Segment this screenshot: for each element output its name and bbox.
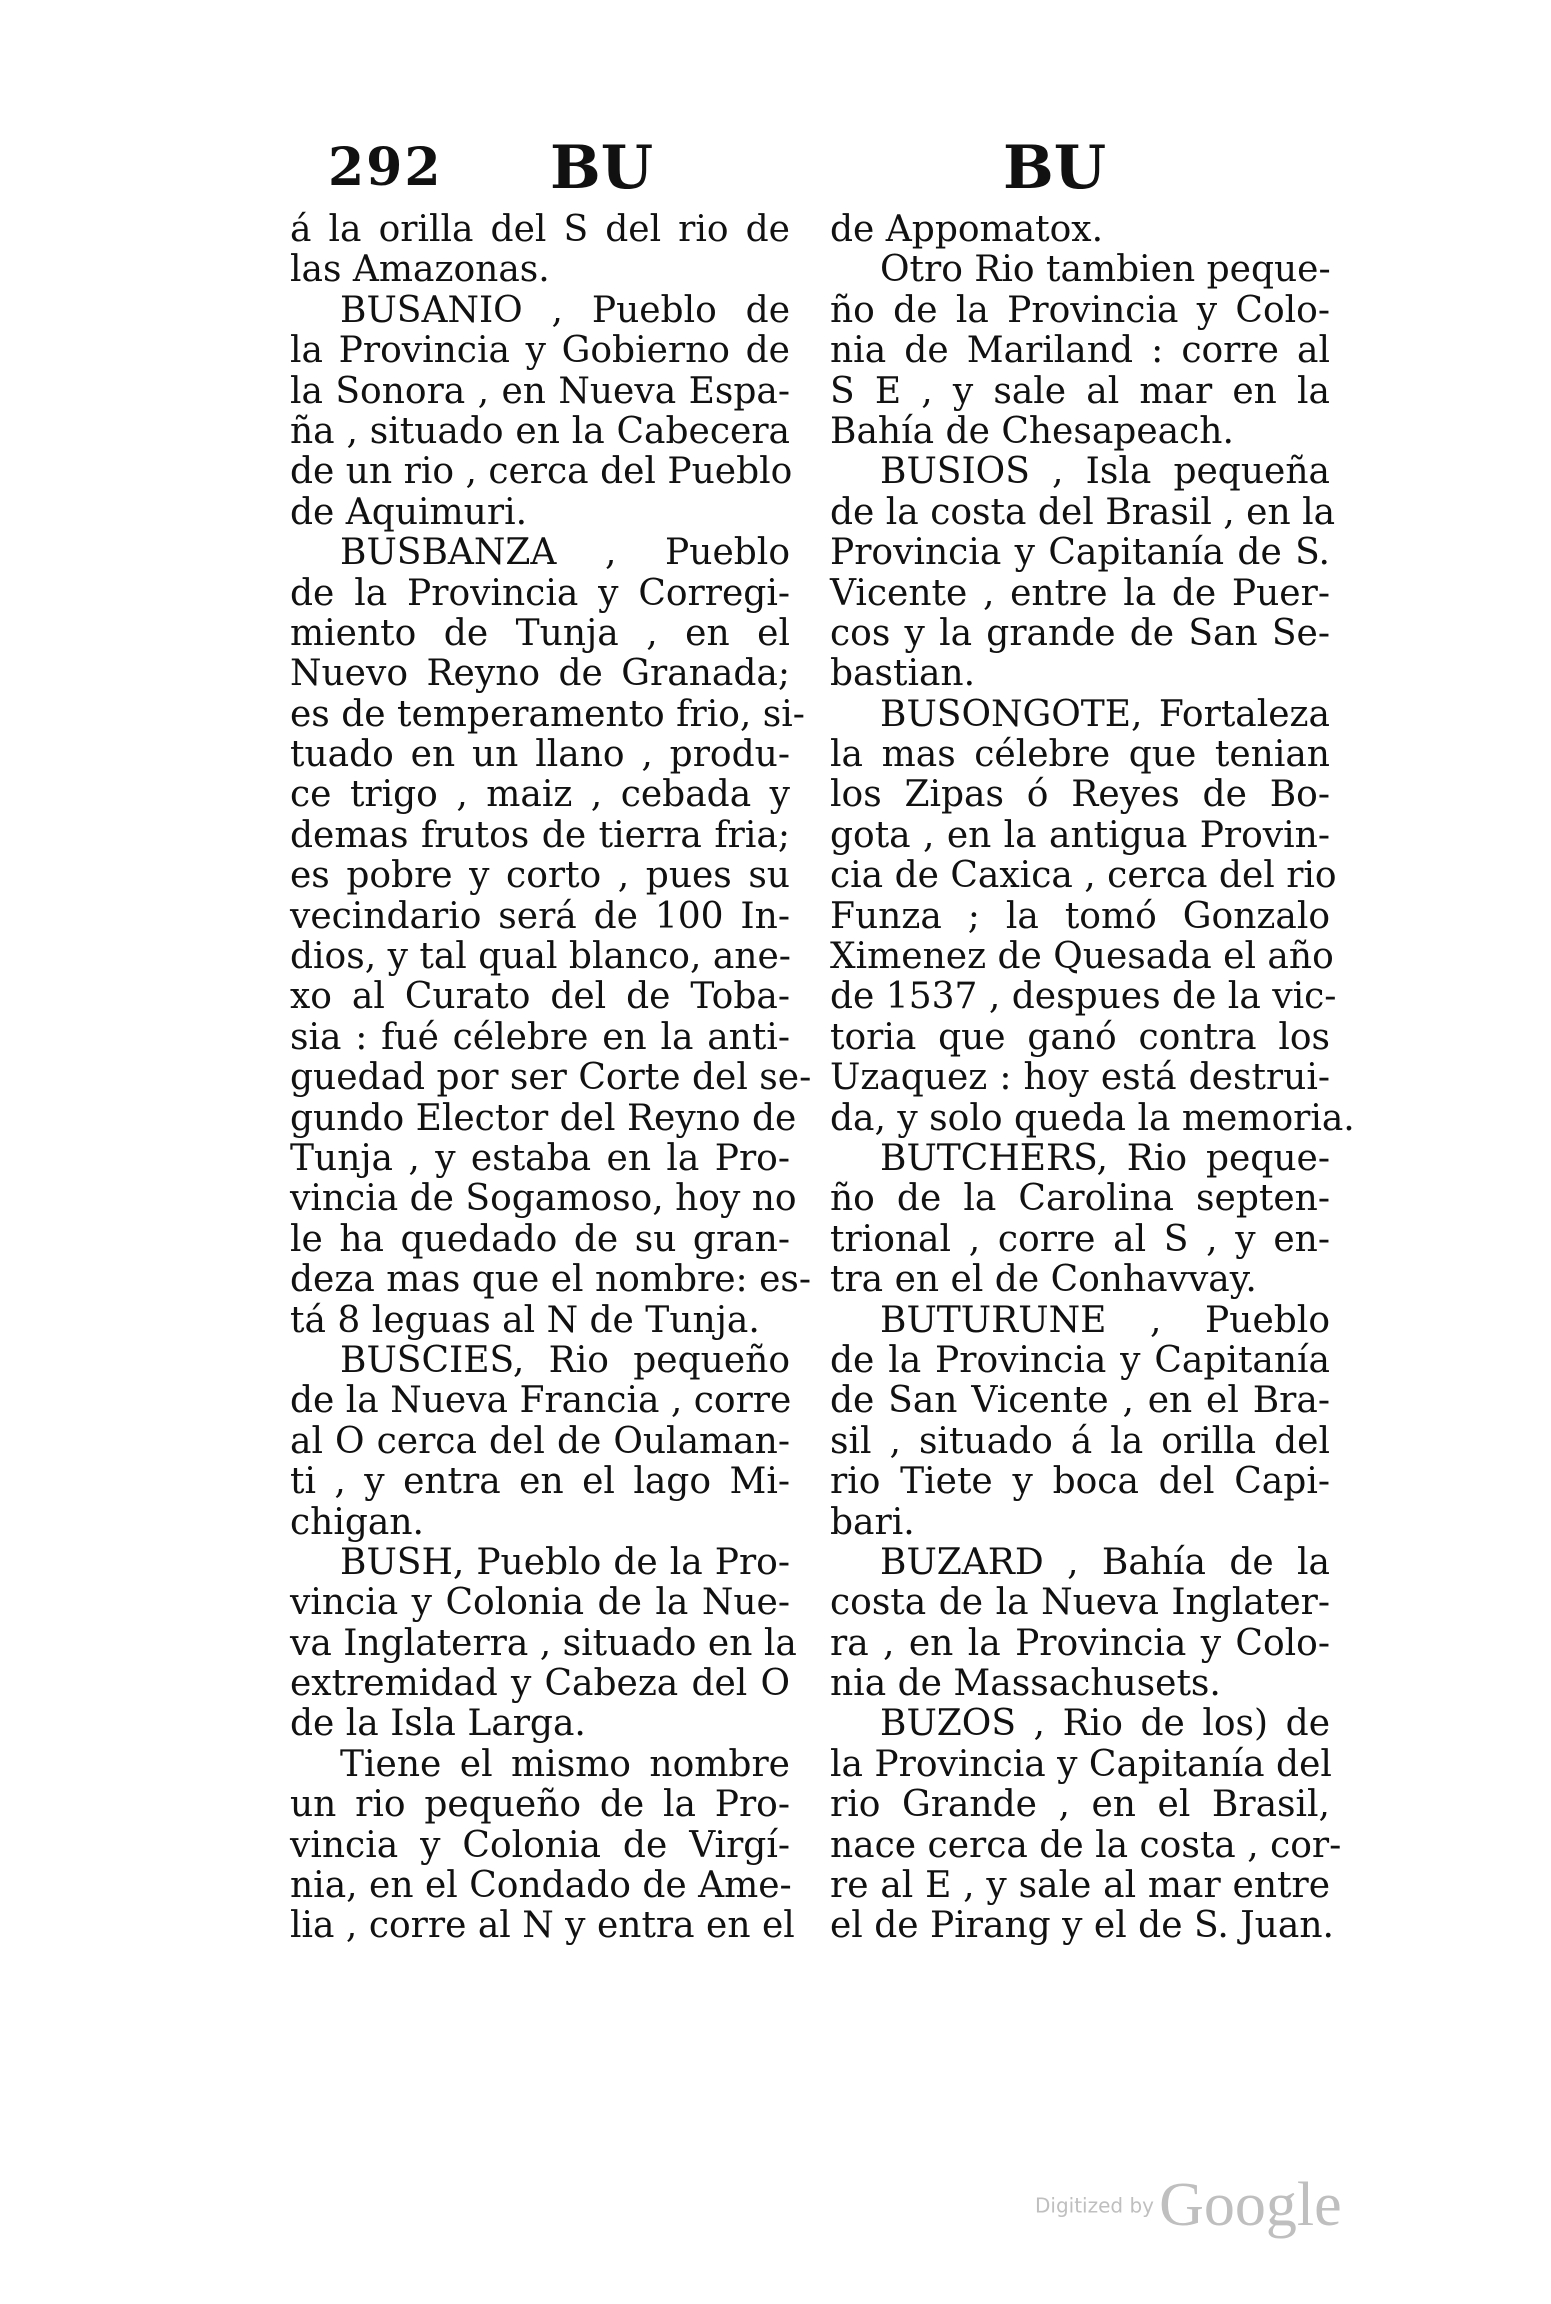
text-line: de la Isla Larga. (290, 1703, 586, 1745)
text-line: vincia de Sogamoso, hoy no (290, 1178, 797, 1220)
text-line: ti , y entra en el lago Mi- (290, 1461, 790, 1503)
text-line: Vicente , entre la de Puer- (830, 572, 1330, 614)
text-line: cia de Caxica , cerca del rio (830, 855, 1337, 897)
text-line: de San Vicente , en el Bra- (830, 1380, 1330, 1422)
page-number: 292 (328, 137, 443, 198)
text-line: la Sonora , en Nueva Espa- (290, 370, 790, 412)
text-line: tá 8 leguas al N de Tunja. (290, 1299, 760, 1341)
text-line: cos y la grande de San Se- (830, 612, 1330, 654)
text-line: BUTCHERS, Rio peque- (880, 1137, 1330, 1179)
text-line: nia de Mariland : corre al (830, 330, 1330, 372)
text-line: costa de la Nueva Inglater- (830, 1582, 1330, 1624)
text-line: nace cerca de la costa , cor- (830, 1824, 1342, 1866)
text-line: BUSBANZA , Pueblo (340, 532, 790, 574)
text-line: Funza ; la tomó Gonzalo (830, 895, 1330, 937)
text-line: dios, y tal qual blanco, ane- (290, 936, 791, 978)
text-line: de Appomatox. (830, 209, 1104, 250)
text-line: va Inglaterra , situado en la (290, 1622, 797, 1664)
left-running-head: BU (550, 133, 654, 203)
text-line: rio Grande , en el Brasil, (830, 1784, 1330, 1826)
text-line: le ha quedado de su gran- (290, 1218, 790, 1260)
text-line: gundo Elector del Reyno de (290, 1097, 797, 1139)
text-line: Tiene el mismo nombre (340, 1743, 790, 1785)
right-text-column (830, 209, 1355, 1947)
text-line: S E , y sale al mar en la (830, 370, 1330, 412)
text-line: nia de Massachusets. (830, 1663, 1221, 1705)
text-line: chigan. (290, 1501, 424, 1543)
text-line: Otro Rio tambien peque- (880, 249, 1331, 291)
text-line: vincia y Colonia de la Nue- (290, 1582, 790, 1624)
text-line: tuado en un llano , produ- (290, 734, 790, 776)
text-line: de la Nueva Francia , corre (290, 1380, 792, 1422)
text-line: vincia y Colonia de Virgí- (290, 1824, 790, 1866)
text-line: guedad por ser Corte del se- (290, 1057, 812, 1099)
text-line: BUSANIO , Pueblo de (340, 289, 790, 331)
text-line: es pobre y corto , pues su (290, 855, 790, 897)
text-line: ce trigo , maiz , cebada y (290, 774, 790, 816)
text-line: BUSH, Pueblo de la Pro- (340, 1541, 790, 1583)
text-line: de un rio , cerca del Pueblo (290, 451, 793, 493)
text-line: Bahía de Chesapeach. (830, 410, 1234, 452)
text-line: gota , en la antigua Provin- (830, 814, 1330, 856)
text-line: toria que ganó contra los (830, 1016, 1330, 1058)
text-line: de 1537 , despues de la vic- (830, 976, 1337, 1018)
text-line: ño de la Carolina septen- (830, 1178, 1330, 1220)
text-line: nia, en el Condado de Ame- (290, 1865, 792, 1907)
text-line: es de temperamento frio, si- (290, 693, 805, 735)
text-line: Ximenez de Quesada el año (830, 936, 1334, 978)
text-line: da, y solo queda la memoria. (830, 1097, 1355, 1139)
text-line: de la costa del Brasil , en la (830, 491, 1336, 533)
text-line: al O cerca del de Oulaman- (290, 1420, 790, 1462)
text-line: los Zipas ó Reyes de Bo- (830, 774, 1330, 816)
text-line: la Provincia y Capitanía del (830, 1743, 1332, 1785)
text-line: BUSONGOTE, Fortaleza (880, 693, 1330, 735)
text-line: bastian. (830, 653, 976, 695)
text-line: un rio pequeño de la Pro- (290, 1784, 790, 1826)
text-line: ña , situado en la Cabecera (290, 410, 790, 452)
text-line: sil , situado á la orilla del (830, 1420, 1330, 1462)
text-line: re al E , y sale al mar entre (830, 1865, 1330, 1907)
text-line: la Provincia y Gobierno de (290, 330, 790, 372)
text-line: de Aquimuri. (290, 491, 528, 533)
text-line: trional , corre al S , y en- (830, 1218, 1330, 1260)
text-line: Uzaquez : hoy está destrui- (830, 1057, 1330, 1099)
text-line: Nuevo Reyno de Granada; (290, 653, 790, 695)
text-line: Provincia y Capitanía de S. (830, 532, 1330, 574)
text-line: de la Provincia y Capitanía (830, 1339, 1330, 1381)
text-line: BUSCIES, Rio pequeño (340, 1339, 790, 1381)
text-line: tra en el de Conhavvay. (830, 1259, 1257, 1301)
text-line: demas frutos de tierra fria; (290, 814, 790, 856)
running-header (318, 118, 1318, 218)
text-line: á la orilla del S del rio de (290, 209, 790, 250)
left-text-column (290, 209, 812, 1947)
text-line: el de Pirang y el de S. Juan. (830, 1905, 1334, 1947)
text-line: la mas célebre que tenian (830, 734, 1330, 776)
text-line: de la Provincia y Corregi- (290, 572, 790, 614)
text-line: deza mas que el nombre: es- (290, 1259, 812, 1301)
text-line: las Amazonas. (290, 249, 550, 291)
text-line: bari. (830, 1501, 915, 1543)
text-line: miento de Tunja , en el (290, 612, 790, 654)
watermark-prefix: Digitized by (1035, 2193, 1154, 2218)
text-line: BUZARD , Bahía de la (880, 1541, 1330, 1583)
text-line: Tunja , y estaba en la Pro- (290, 1137, 790, 1179)
text-line: BUZOS , Rio de los) de (880, 1703, 1330, 1745)
text-line: lia , corre al N y entra en el (290, 1905, 795, 1947)
text-line: sia : fué célebre en la anti- (290, 1016, 790, 1058)
google-logo: Google (1159, 2171, 1342, 2239)
right-running-head: BU (1003, 133, 1107, 203)
text-line: ra , en la Provincia y Colo- (830, 1622, 1330, 1664)
text-line: xo al Curato del de Toba- (290, 976, 790, 1018)
text-line: BUTURUNE , Pueblo (880, 1299, 1330, 1341)
digitized-watermark (1035, 2170, 1342, 2241)
text-line: extremidad y Cabeza del O (290, 1663, 790, 1705)
text-line: BUSIOS , Isla pequeña (880, 451, 1330, 493)
text-line: vecindario será de 100 In- (290, 895, 790, 937)
text-line: ño de la Provincia y Colo- (830, 289, 1330, 331)
text-line: rio Tiete y boca del Capi- (830, 1461, 1330, 1503)
